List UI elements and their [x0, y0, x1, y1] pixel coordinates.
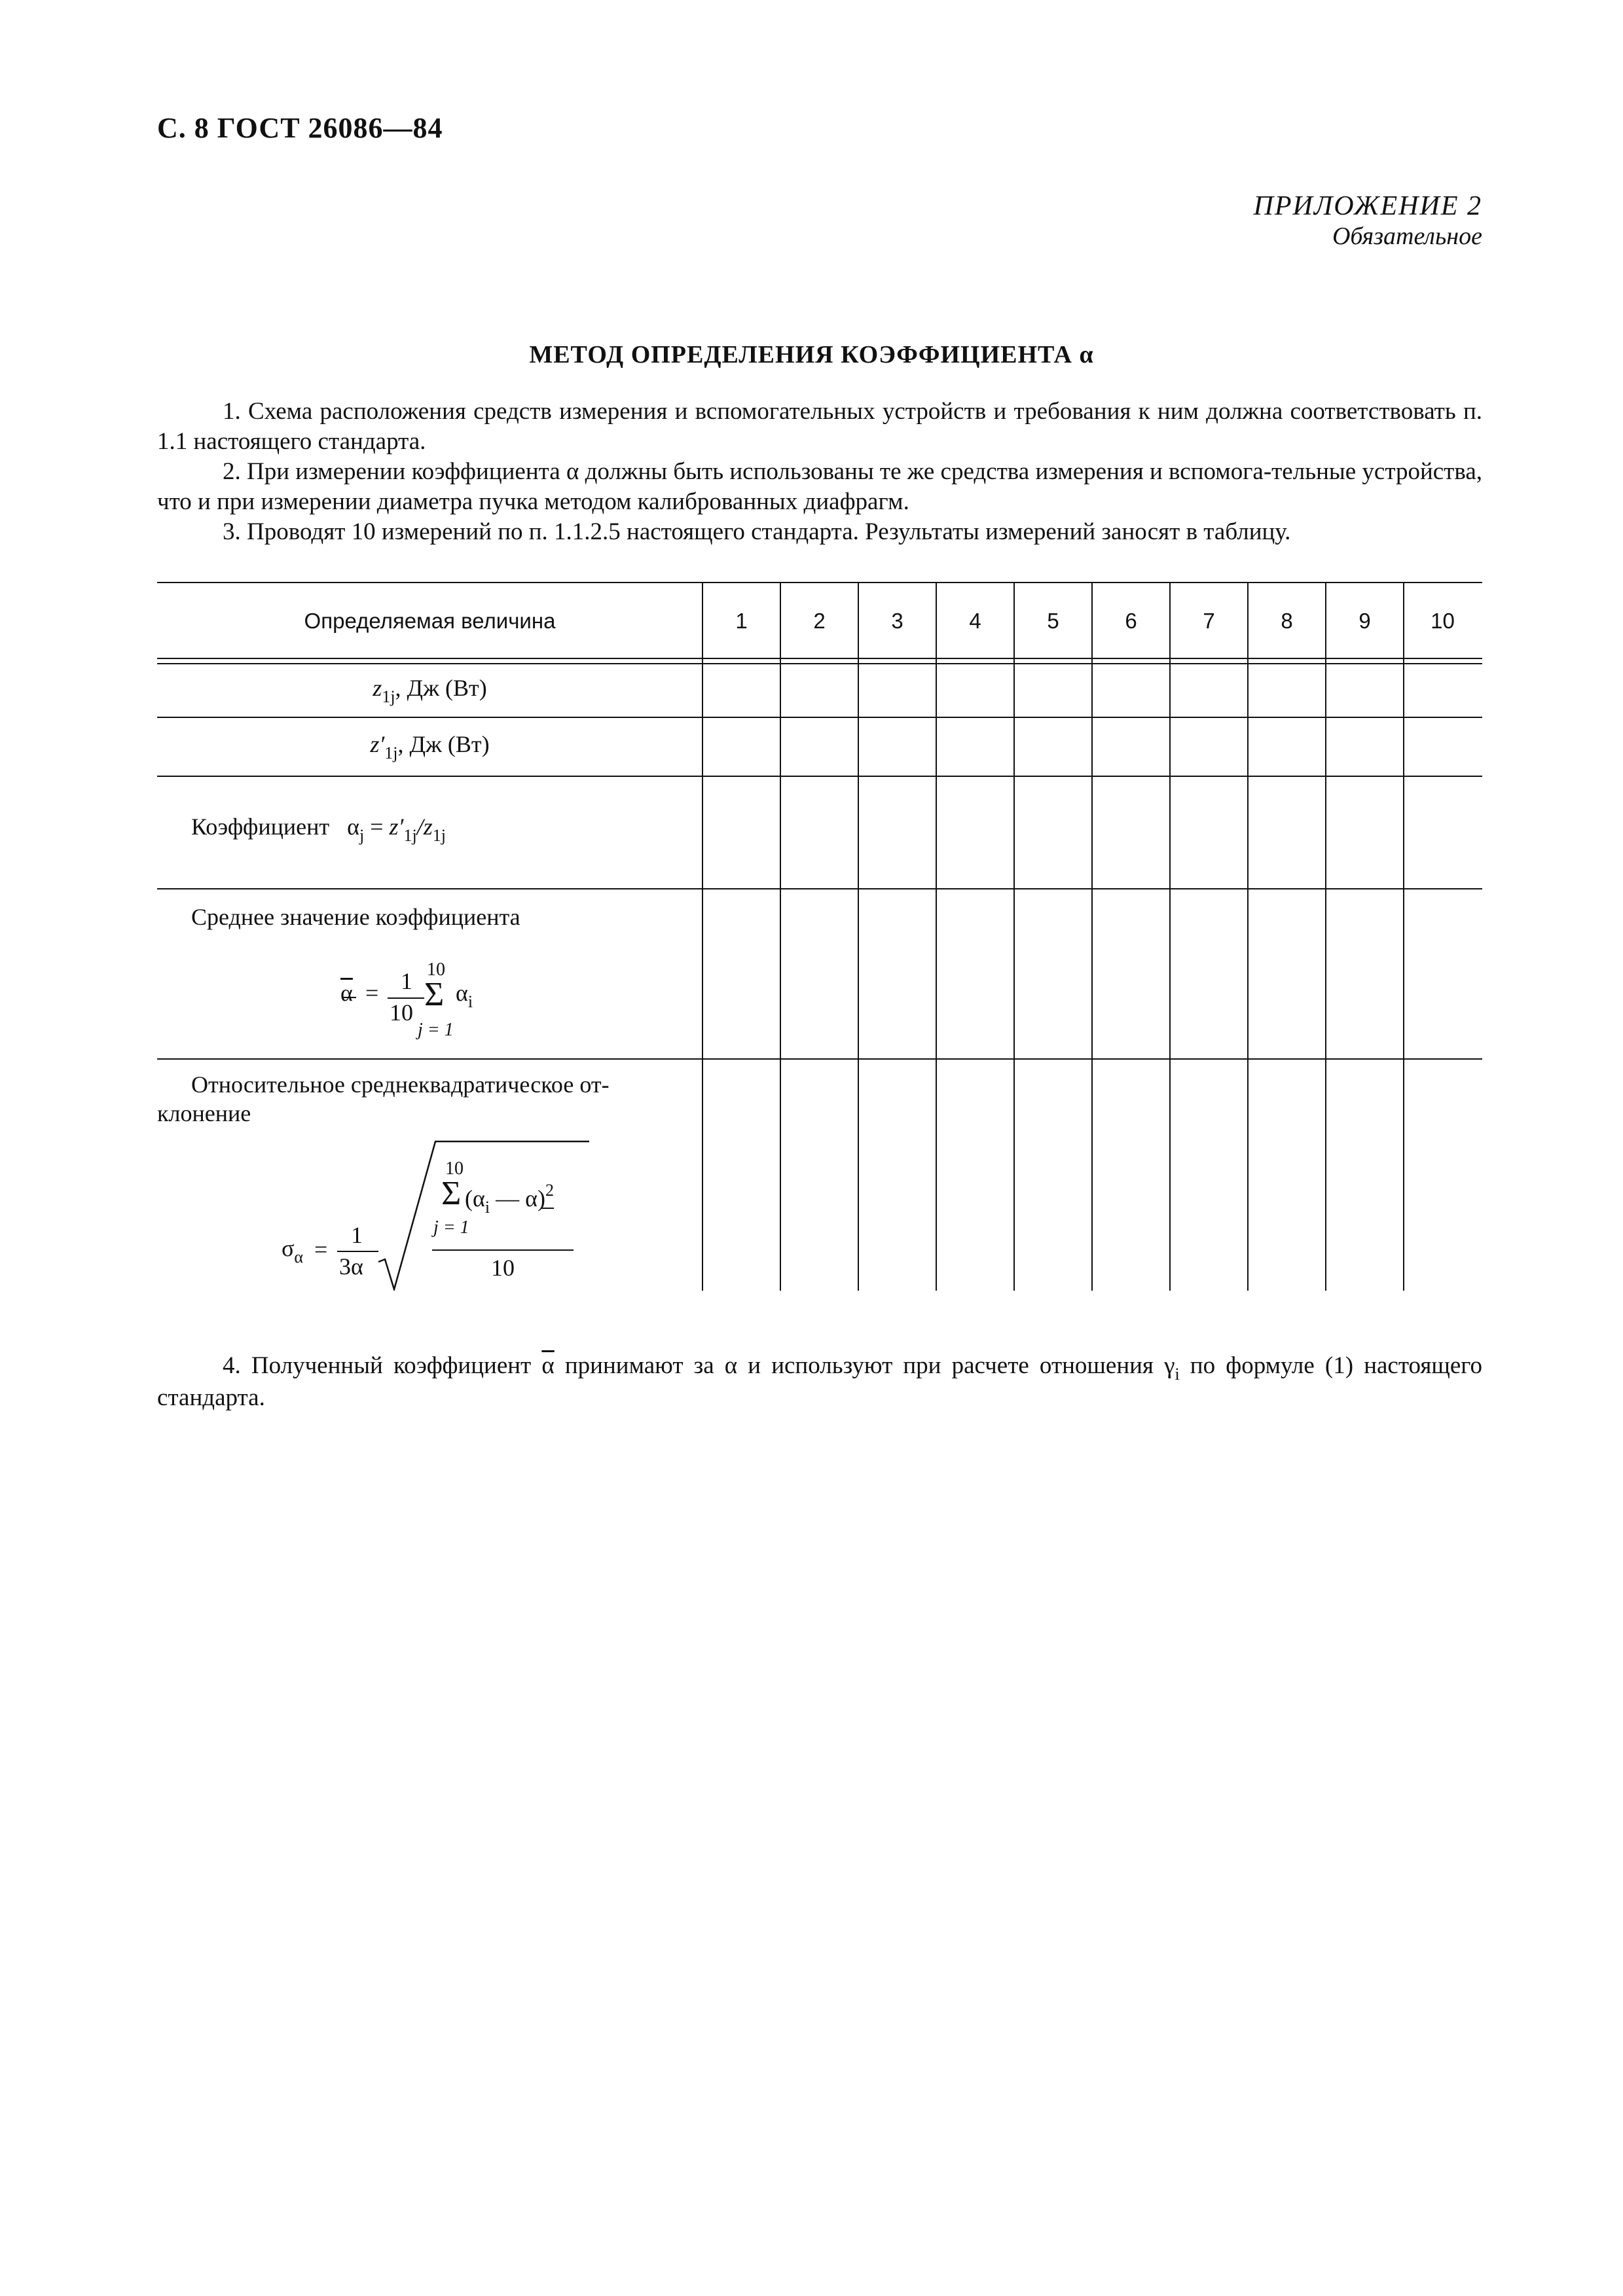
sigma-alpha [282, 1234, 304, 1266]
equals-sign: = [365, 980, 379, 1006]
sum-upper-limit: 10 [445, 1158, 464, 1179]
row-mean-coefficient-label: Среднее значение коэффициента [191, 904, 520, 930]
unit-label: , Дж (Вт) [395, 675, 487, 701]
gamma-symbol: γ [1164, 1352, 1175, 1379]
row-rms-deviation-label-line2: клонение [157, 1100, 251, 1126]
var-z: z [373, 675, 382, 701]
squared-deviation-expr [465, 1181, 554, 1217]
sum-lower-limit: j = 1 [418, 1020, 454, 1040]
column-header-5: 5 [1047, 609, 1059, 633]
measurement-table [157, 581, 1482, 1291]
var-z-prime: z′ [370, 731, 385, 757]
sub-i: i [467, 992, 473, 1011]
paragraph-4-text-c: по формуле (1) настоящего стандарта. [157, 1352, 1483, 1411]
row-energy-z1j [157, 674, 702, 706]
paragraph-3-text: 3. Проводят 10 измерений по п. 1.1.2.5 настоящего стандарта. Результаты измерений заносят в таблицу. [223, 518, 1291, 545]
paragraph-1-text: 1. Схема расположения средств измерения и вспомогательных устройств и требования к ним должна соответствовать п. 1.1 настоящего стандарта. [157, 398, 1482, 455]
appendix-title: ПРИЛОЖЕНИЕ 2 [1253, 191, 1482, 221]
row-energy-z1j-prime [157, 730, 702, 762]
equals-sign: = [314, 1236, 328, 1263]
alpha-symbol: α [456, 980, 468, 1006]
section-title: МЕТОД ОПРЕДЕЛЕНИЯ КОЭФФИЦИЕНТА α [529, 341, 1094, 368]
sub-i: i [1175, 1365, 1180, 1384]
sub-1j: 1j [384, 744, 398, 762]
paragraph-3 [157, 517, 1482, 547]
document-header: С. 8 ГОСТ 26086—84 [157, 112, 443, 144]
sub-1j: 1j [403, 826, 417, 845]
unit-label: , Дж (Вт) [397, 731, 490, 757]
column-header-3: 3 [891, 609, 903, 633]
expr-open: (α [465, 1185, 485, 1211]
coefficient-label: Коэффициент [191, 814, 330, 840]
denominator-ten: 10 [491, 1255, 515, 1281]
paragraph-2 [157, 457, 1482, 517]
alpha-bar: α [525, 1185, 538, 1211]
fraction-numerator: 1 [351, 1222, 363, 1248]
sub-1j: 1j [382, 687, 395, 706]
column-header-8: 8 [1281, 609, 1293, 633]
column-header-4: 4 [969, 609, 981, 633]
slash: / [416, 814, 424, 840]
column-header-7: 7 [1203, 609, 1215, 633]
var-z-prime: z′ [389, 814, 404, 840]
exponent-2: 2 [545, 1181, 554, 1200]
sum-sigma: Σ [424, 976, 445, 1013]
appendix-status: Обязательное [1332, 223, 1482, 250]
row-coefficient-alpha-j [191, 813, 446, 845]
appendix-label [1254, 191, 1482, 251]
equals-sign: = [364, 814, 390, 840]
column-header-quantity: Определяемая величина [304, 609, 556, 633]
paragraph-2-text: 2. При измерении коэффициента α должны быть использованы те же средства измерения и вспомога-тельные устройства, что и при измерении диаметра пучка методом калиброванных диафрагм. [157, 458, 1482, 515]
expr-close: ) [537, 1185, 545, 1211]
column-header-9: 9 [1359, 609, 1371, 633]
alpha-i [456, 979, 473, 1011]
alpha-bar: $\overline{\alpha}$ [340, 980, 353, 1006]
fraction-numerator: 1 [401, 968, 412, 994]
paragraph-4 [157, 1351, 1482, 1413]
sum-upper-limit: 10 [427, 960, 445, 980]
sigma-symbol: σ [282, 1235, 295, 1261]
sum-lower-limit: j = 1 [433, 1217, 469, 1238]
sum-sigma: Σ [441, 1175, 462, 1212]
paragraph-4-text-b: принимают за α и используют при расчете отношения [554, 1352, 1165, 1379]
alpha-bar: $\overline{\alpha}$ [541, 1352, 555, 1379]
paragraph-1 [157, 397, 1482, 457]
column-header-2: 2 [813, 609, 826, 633]
sub-j: j [359, 826, 365, 845]
var-z: z [423, 814, 433, 840]
column-header-6: 6 [1125, 609, 1137, 633]
row-rms-deviation-label-line1: Относительное среднеквадратическое от- [191, 1071, 610, 1098]
column-header-1: 1 [735, 609, 748, 633]
alpha-symbol: α [347, 814, 359, 840]
paragraph-4-text-a: 4. Полученный коэффициент [223, 1352, 542, 1379]
fraction-denominator: 10 [390, 999, 413, 1026]
sub-i: i [484, 1198, 490, 1217]
sub-1j: 1j [432, 826, 446, 845]
fraction-denominator: 3α [339, 1253, 363, 1280]
sub-alpha: α [294, 1247, 304, 1266]
minus-sign: — [490, 1185, 526, 1211]
column-header-10: 10 [1431, 609, 1455, 633]
